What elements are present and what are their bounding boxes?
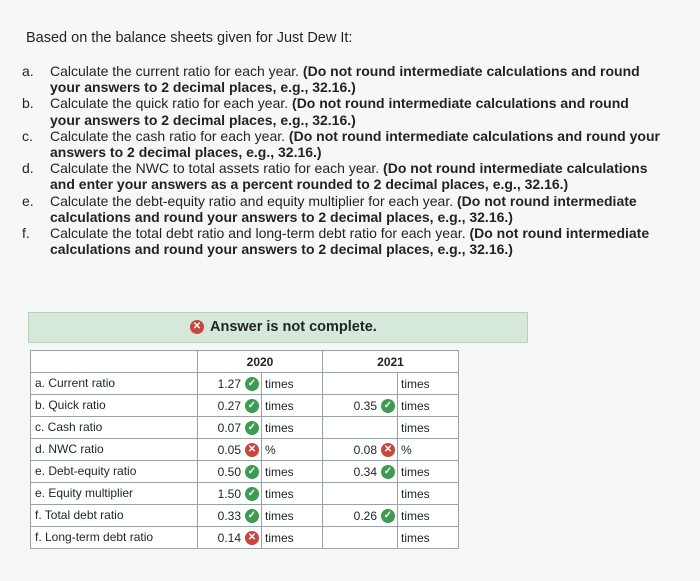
- table-row: [31, 505, 459, 527]
- question-instruction: (Do not round intermediate calculations and enter your answers as a percent rounded to 2 decimal places, e.g., 32.16.): [50, 160, 648, 193]
- question-c: [22, 128, 662, 160]
- answer-value: 0.05: [217, 442, 241, 457]
- answer-value: 0.08: [353, 442, 377, 457]
- unit-label: times: [398, 417, 459, 439]
- unit-label: times: [262, 395, 323, 417]
- correct-check-icon: ✓: [245, 509, 259, 523]
- question-a: [22, 63, 662, 95]
- table-row: [31, 373, 459, 395]
- unit-label: times: [262, 461, 323, 483]
- unit-label: times: [398, 461, 459, 483]
- question-d: [22, 160, 662, 192]
- intro-text: Based on the balance sheets given for Just Dew It:: [26, 30, 353, 46]
- question-instruction: (Do not round intermediate calculations and round your answers to 2 decimal places, e.g., 32.16.): [50, 127, 660, 161]
- row-label: e. Debt-equity ratio: [31, 461, 198, 483]
- answer-table-header: [31, 351, 459, 373]
- question-text: Calculate the quick ratio for each year.: [50, 95, 293, 112]
- unit-label: times: [398, 505, 459, 527]
- table-row: [31, 483, 459, 505]
- unit-label: times: [398, 373, 459, 395]
- table-row: [31, 417, 459, 439]
- correct-check-icon: ✓: [381, 465, 395, 479]
- correct-check-icon: ✓: [245, 465, 259, 479]
- table-row: [31, 395, 459, 417]
- row-label: d. NWC ratio: [31, 439, 198, 461]
- answer-value: 1.50: [217, 486, 241, 501]
- answer-table: [30, 350, 459, 549]
- status-label: Answer is not complete.: [210, 319, 377, 335]
- answer-input-2020[interactable]: [198, 395, 262, 417]
- unit-label: times: [262, 483, 323, 505]
- incorrect-x-icon: ✕: [245, 531, 259, 545]
- answer-input-2020[interactable]: [198, 527, 262, 549]
- unit-label: times: [262, 527, 323, 549]
- answer-input-2020[interactable]: [198, 439, 262, 461]
- correct-check-icon: ✓: [381, 399, 395, 413]
- header-year-1: 2020: [198, 351, 323, 373]
- answer-input-2020[interactable]: [198, 461, 262, 483]
- question-text: Calculate the NWC to total assets ratio for each year.: [50, 160, 384, 177]
- question-letter: b.: [22, 95, 34, 112]
- answer-value: 0.33: [217, 508, 241, 523]
- question-letter: f.: [22, 225, 30, 242]
- question-letter: e.: [22, 192, 34, 209]
- question-e: [22, 193, 662, 225]
- unit-label: times: [262, 373, 323, 395]
- correct-check-icon: ✓: [245, 487, 259, 501]
- unit-label: times: [398, 527, 459, 549]
- unit-label: times: [398, 395, 459, 417]
- row-label: e. Equity multiplier: [31, 483, 198, 505]
- correct-check-icon: ✓: [245, 421, 259, 435]
- incorrect-x-icon: ✕: [245, 443, 259, 457]
- answer-input-2021[interactable]: [323, 461, 398, 483]
- unit-label: times: [262, 417, 323, 439]
- question-instruction: (Do not round intermediate calculations and round your answers to 2 decimal places, e.g., 32.16.): [50, 63, 640, 96]
- row-label: a. Current ratio: [31, 373, 198, 395]
- row-label: c. Cash ratio: [31, 417, 198, 439]
- unit-label: %: [398, 439, 459, 461]
- row-label: f. Total debt ratio: [31, 505, 198, 527]
- question-text: Calculate the debt-equity ratio and equity multiplier for each year.: [50, 192, 458, 209]
- answer-table-body: [31, 373, 459, 549]
- correct-check-icon: ✓: [381, 509, 395, 523]
- header-blank: [31, 351, 198, 373]
- correct-check-icon: ✓: [245, 377, 259, 391]
- question-list: [22, 63, 662, 257]
- question-b: [22, 95, 662, 127]
- question-text: Calculate the cash ratio for each year.: [50, 127, 289, 144]
- question-instruction: (Do not round intermediate calculations and round your answers to 2 decimal places, e.g., 32.16.): [50, 192, 637, 225]
- question-instruction: (Do not round intermediate calculations and round your answers to 2 decimal places, e.g., 32.16.): [50, 95, 629, 128]
- question-letter: a.: [22, 63, 34, 79]
- answer-value: 0.14: [217, 530, 241, 545]
- row-label: f. Long-term debt ratio: [31, 527, 198, 549]
- question-text: Calculate the current ratio for each year.: [50, 63, 303, 79]
- answer-value: 0.26: [353, 508, 377, 523]
- answer-input-2021[interactable]: [323, 373, 398, 395]
- question-f: [22, 225, 662, 257]
- answer-value: 0.50: [217, 464, 241, 479]
- answer-input-2021[interactable]: [323, 527, 398, 549]
- question-letter: c.: [22, 127, 33, 144]
- incomplete-x-icon: ✕: [190, 320, 204, 334]
- answer-input-2021[interactable]: [323, 395, 398, 417]
- answer-input-2021[interactable]: [323, 417, 398, 439]
- unit-label: times: [398, 483, 459, 505]
- answer-input-2020[interactable]: [198, 505, 262, 527]
- table-row: [31, 439, 459, 461]
- unit-label: %: [262, 439, 323, 461]
- incorrect-x-icon: ✕: [381, 443, 395, 457]
- status-banner: [190, 319, 377, 335]
- answer-input-2021[interactable]: [323, 483, 398, 505]
- answer-input-2021[interactable]: [323, 505, 398, 527]
- answer-value: 0.35: [353, 398, 377, 413]
- answer-value: 0.07: [217, 420, 241, 435]
- answer-input-2020[interactable]: [198, 373, 262, 395]
- question-text: Calculate the total debt ratio and long-term debt ratio for each year.: [50, 225, 470, 242]
- question-letter: d.: [22, 160, 34, 177]
- answer-value: 0.27: [217, 398, 241, 413]
- answer-input-2021[interactable]: [323, 439, 398, 461]
- answer-input-2020[interactable]: [198, 417, 262, 439]
- table-row: [31, 461, 459, 483]
- table-row: [31, 527, 459, 549]
- answer-value: 1.27: [217, 376, 241, 391]
- answer-input-2020[interactable]: [198, 483, 262, 505]
- header-year-2: 2021: [323, 351, 459, 373]
- question-instruction: (Do not round intermediate calculations and round your answers to 2 decimal places, e.g., 32.16.): [50, 225, 650, 258]
- answer-value: 0.34: [353, 464, 377, 479]
- unit-label: times: [262, 505, 323, 527]
- correct-check-icon: ✓: [245, 399, 259, 413]
- row-label: b. Quick ratio: [31, 395, 198, 417]
